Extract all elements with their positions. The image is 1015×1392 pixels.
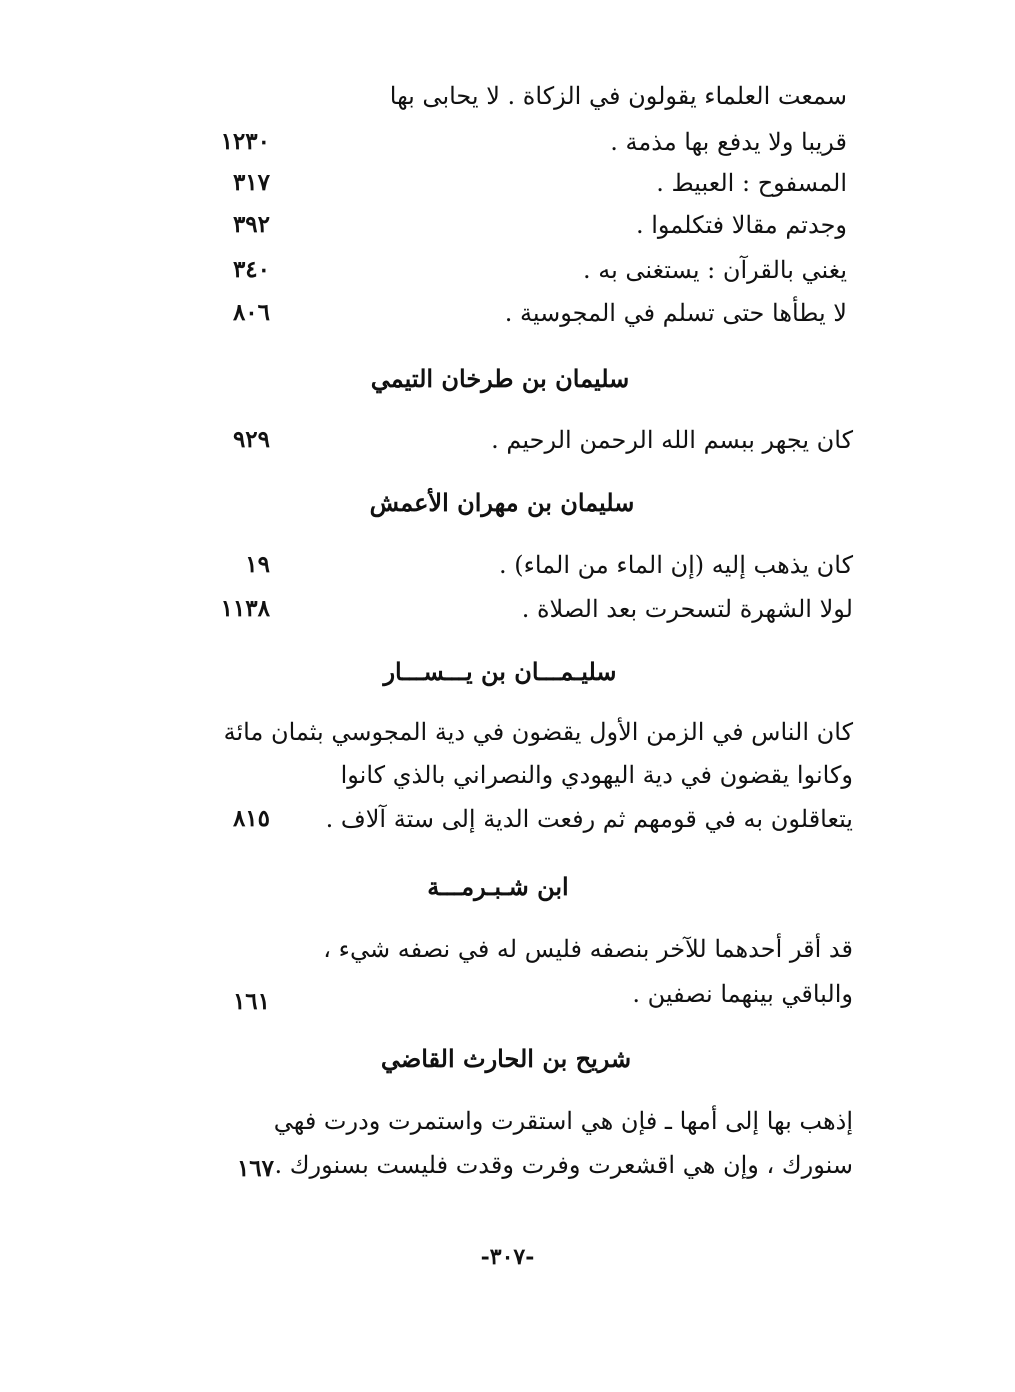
text-line: كان الناس في الزمن الأول يقضون في دية المجوسي بثمان مائة — [223, 718, 853, 746]
page-number: -٣٠٧- — [480, 1244, 535, 1270]
page-reference: ٨١٥ — [232, 805, 270, 832]
text-line: قريبا ولا يدفع بها مذمة . — [610, 128, 847, 156]
page-reference: ١٢٣٠ — [220, 128, 270, 155]
section-heading: شريح بن الحارث القاضي — [380, 1044, 632, 1073]
page-reference: ١٩ — [245, 551, 270, 578]
page-reference: ٨٠٦ — [232, 299, 270, 326]
section-heading: سليمان بن طرخان التيمي — [370, 364, 630, 393]
text-line: وجدتم مقالا فتكلموا . — [635, 211, 847, 239]
page-reference: ٣٩٢ — [232, 211, 270, 238]
text-line: قد أقر أحدهما للآخر بنصفه فليس له في نصفه شيء ، — [323, 935, 853, 963]
page-reference: ١٦١ — [232, 988, 270, 1015]
text-line: يتعاقلون به في قومهم ثم رفعت الدية إلى ستة آلاف . — [325, 805, 853, 833]
text-line: لولا الشهرة لتسحرت بعد الصلاة . — [521, 595, 853, 623]
text-line: كان يذهب إليه (إن الماء من الماء) . — [498, 551, 853, 579]
text-line: سمعت العلماء يقولون في الزكاة . لا يحابى بها — [389, 82, 847, 110]
section-heading: ابن شـبـرمـــة — [427, 872, 569, 901]
page-reference: ٩٢٩ — [232, 426, 270, 453]
page-reference: ١٦٧ — [236, 1155, 274, 1182]
text-line: لا يطأها حتى تسلم في المجوسية . — [504, 299, 847, 327]
page-reference: ٣٤٠ — [232, 256, 270, 283]
text-line: يغني بالقرآن : يستغنى به . — [582, 256, 847, 284]
text-line: كان يجهر ببسم الله الرحمن الرحيم . — [491, 426, 853, 454]
text-line: وكانوا يقضون في دية اليهودي والنصراني بالذي كانوا — [340, 761, 853, 789]
text-line: المسفوح : العبيط . — [656, 169, 847, 197]
page-reference: ١١٣٨ — [220, 595, 270, 622]
section-heading: سليمان بن مهران الأعمش — [369, 488, 635, 517]
page-reference: ٣١٧ — [232, 169, 270, 196]
text-line: سنورك ، وإن هي اقشعرت وفرت وقدت فليست بسنورك . — [274, 1151, 853, 1179]
text-line: إذهب بها إلى أمها ـ فإن هي استقرت واستمرت ودرت فهي — [273, 1107, 853, 1135]
section-heading: سليـمـــان بن يـــســـار — [383, 657, 617, 686]
text-line: والباقي بينهما نصفين . — [632, 980, 853, 1008]
